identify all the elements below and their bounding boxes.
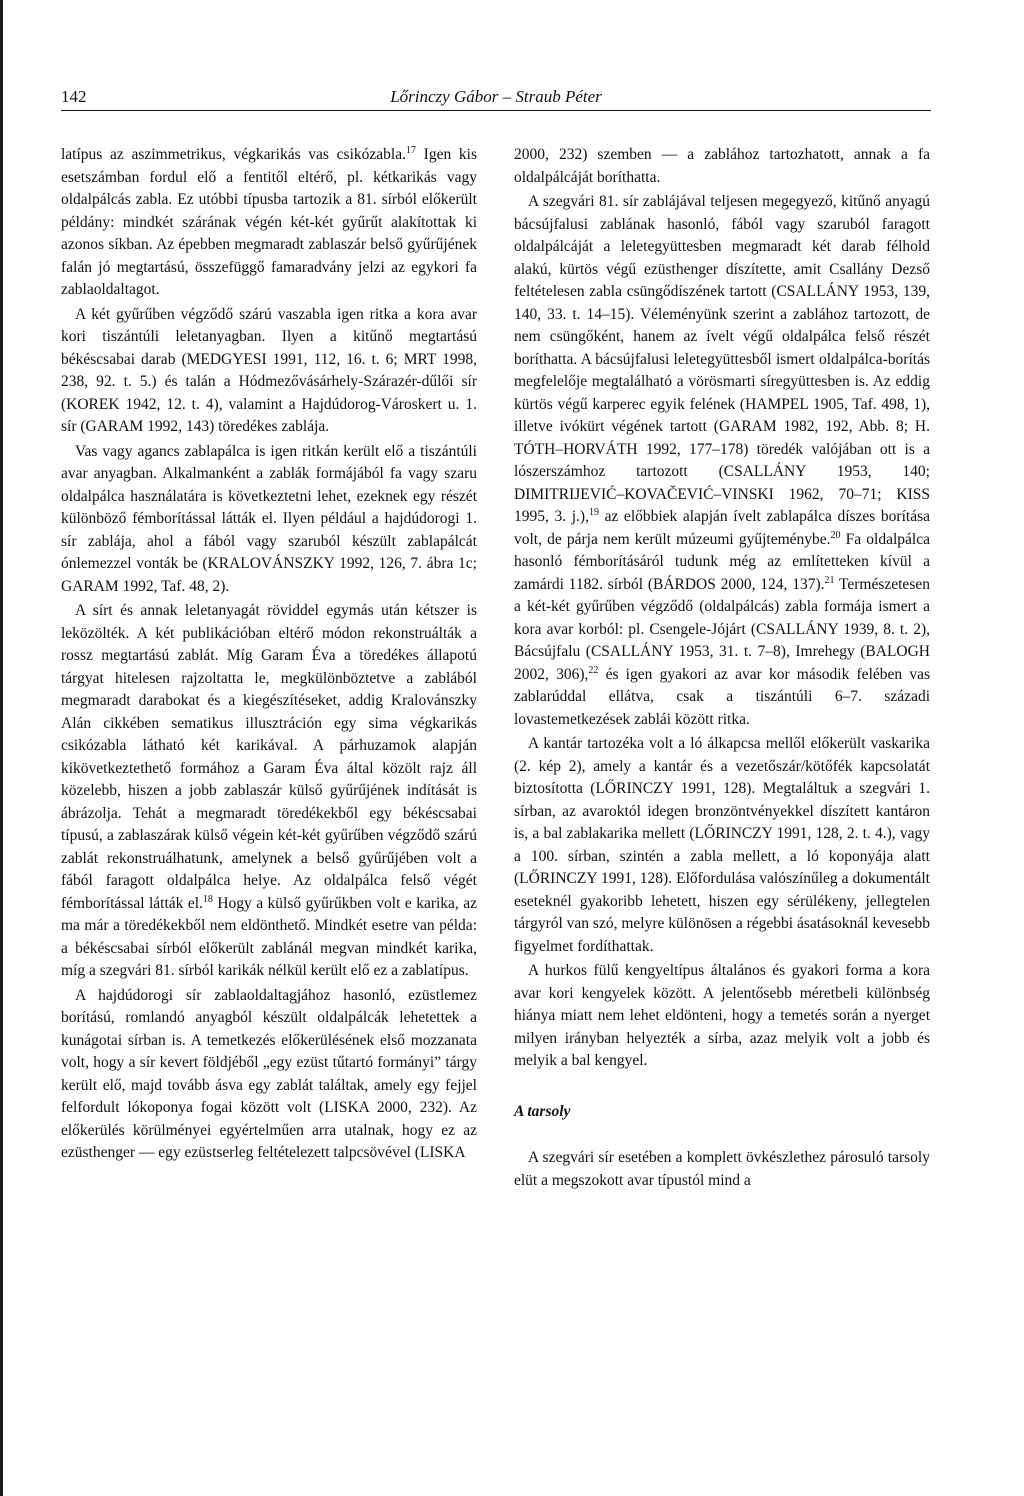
text-run: Hogy a külső gyűrűkben volt e karika, az ma már a töredékekből nem eldönthető. Mindkét esetre van példa: a békéscsabai sírból előkerült zablánál megvan mindkét karika, míg a szegvári 81. sírból karikák nélkül került elő ez a zablatípus. xyxy=(61,894,477,979)
page-header xyxy=(61,84,931,110)
footnote-ref: 18 xyxy=(202,893,213,905)
paragraph: 2000, 232) szemben — a zablához tartozhatott, annak a fa oldalpálcáját boríthatta. xyxy=(514,146,930,186)
paragraph xyxy=(61,144,477,302)
paragraph: A hurkos fülű kengyeltípus általános és gyakori forma a kora avar kori kengyelek között. A jelentősebb méretbeli különbség hiánya miatt nem lehet eldönteni, hogy a temetés során a nyerget milyen irányban helyezték a sírba, azaz melyik volt a jobb és melyik a bal kengyel. xyxy=(514,962,930,1069)
text-run: latípus az aszimmetrikus, végkarikás vas csikózabla. xyxy=(61,146,406,163)
paragraph: Vas vagy agancs zablapálca is igen ritkán került elő a tiszántúli avar anyagban. Alkalmanként a zablák formájából fa vagy szaru oldalpálca használatára is következtetni lehet, ezeknek egy részét különböző fémborítással látták el. Ilyen például a hajdúdorogi 1. sír zablája, ahol a fából vagy szaruból készült zablapálcát ónlemezzel vonták be (KRALOVÁNSZKY 1992, 126, 7. ábra 1c; GARAM 1992, Taf. 48, 2). xyxy=(61,442,477,595)
paragraph: A hajdúdorogi sír zablaoldaltagjához hasonló, ezüstlemez borítású, romlandó anyagból készült oldalpálcák lehetettek a kunágotai sírban is. A temetkezés előkerülésének első mozzanata volt, hogy a sír kevert földjéből „egy ezüst tűtartó formányi” tárgy került elő, majd tovább ásva egy zablát találtak, amely egy fejjel felfordult lókoponya fogai között volt (LISKA 2000, 232). Az előkerülés körülményei egyértelműen arra utalnak, hogy ez az ezüsthenger — egy ezüstserleg feltételezett talpcsövével (LISKA xyxy=(61,986,477,1161)
footnote-ref: 20 xyxy=(830,529,841,541)
footnote-ref: 22 xyxy=(588,664,599,676)
left-column xyxy=(61,144,477,1165)
section-heading: A tarsoly xyxy=(514,1102,571,1120)
text-run: az előbbiek alapján ívelt zablapálca díszes borítása volt, de párja nem került múzeumi gyűjteménybe. xyxy=(514,508,930,548)
paragraph: A két gyűrűben végződő szárú vaszabla igen ritka a kora avar kori tiszántúli leletanyagban. Ilyen a kitűnő megtartású békéscsabai darab (MEDGYESI 1991, 112, 16. t. 6; MRT 1998, 238, 92. t. 5.) és talán a Hódmezővásárhely-Szárazér-dűlői sír (KOREK 1942, 12. t. 4), valamint a Hajdúdorog-Városkert u. 1. sír (GARAM 1992, 143) töredékes zablája. xyxy=(61,305,477,435)
paragraph: A szegvári sír esetében a komplett övkészlethez párosuló tarsoly elüt a megszokott avar típustól mind a xyxy=(514,1149,930,1189)
running-title: Lőrinczy Gábor – Straub Péter xyxy=(390,87,602,106)
text-run: A sírt és annak leletanyagát röviddel egymás után kétszer is leközölték. A két publikációban eltérő módon rekonstruálták a rossz megtartású zablát. Míg Garam Éva a töredékes állapotú tárgyat hitelesen rajzoltatta le, megkülönböztetve a zablából megmaradt darabokat és a kiegészítéseket, addig Kralovánszky Alán cikkében sematikus illusztráción egy sima végkarikás csikózabla látható két karikával. A párhuzamok alapján kikövetkeztethető formához a Garam Éva által közölt rajz áll közelebb, hiszen a jobb zablaszár külső gyűrűjének indítását is ábrázolja. Tehát a megmaradt töredékekből egy békéscsabai típusú, a zablaszárak külső végein két-két gyűrűben végződő szárú zablát rekonstruálhatunk, amelynek a belső gyűrűjében volt a fából faragott oldalpálca helye. Az oldalpálca felső végét fémborítással látták el. xyxy=(61,602,477,912)
text-run: és igen gyakori az avar kor második felében vas zablarúddal ellátva, csak a tiszántúli 6–7. századi lovastemetkezések zablái között ritka. xyxy=(514,665,930,728)
right-column xyxy=(514,144,930,1192)
paragraph: A kantár tartozéka volt a ló álkapcsa mellől előkerült vaskarika (2. kép 2), amely a kantár és a vezetőszár/kötőfék kapcsolatát biztosította (LŐRINCZY 1991, 128). Megtaláltuk a szegvári 1. sírban, az avaroktól idegen bronzöntvényekkel díszített kantáron is, a bal zablakarika mellett (LŐRINCZY 1991, 128, 2. t. 4.), vagy a 100. sírban, szintén a zabla mellett, a ló koponyája alatt (LŐRINCZY 1991, 128). Előfordulása valószínűleg a dokumentált eseteknél gyakoribb lehetett, hiszen egy sérülékeny, jellegtelen tárgyról van szó, melyre különösen a régebbi ásatásoknál kevesebb figyelmet fordíthattak. xyxy=(514,735,930,955)
page-number: 142 xyxy=(61,87,87,106)
footnote-ref: 17 xyxy=(405,145,416,156)
text-run: Igen kis esetszámban fordul elő a fentitől eltérő, pl. kétkarikás vagy oldalpálcás zabla. Ez utóbbi típusba tartozik a 81. sírból előkerült példány: mindkét szárának végén két-két gyűrűt alakítottak ki azonos síkban. Az épebben megmaradt zablaszár belső gyűrűjének falán jó megtartású, összefüggő famaradvány jelzi az egykori fa zablaoldaltagot. xyxy=(61,146,478,298)
text-run: A szegvári 81. sír zablájával teljesen megegyező, kitűnő anyagú bácsújfalusi zablának hasonló, fából vagy szaruból faragott oldalpálcáját a leletegyüttesben megmaradt két darab félhold alakú, kürtös végű ezüsthenger díszítette, amit Csallány Dezső feltételesen zabla csüngődíszének tartott (CSALLÁNY 1953, 139, 140, 33. t. 14–15). Véleményünk szerint a zablához tartozott, de nem csüngőként, hanem az ívelt végű oldalpálca felső részét boríthatta. A bácsújfalusi leletegyüttesből ismert oldalpálca-borítás megfelelője megtalálható a vörösmarti síregyüttesben is. Az eddig kürtös végű karperec egyik felének (HAMPEL 1905, Taf. 498, 1), illetve ivókürt végének tartott (GARAM 1982, 192, Abb. 8; H. TÓTH–HORVÁTH 1992, 177–178) töredék valójában ott is a lószerszámhoz tartozott (CSALLÁNY 1953, 140; DIMITRIJEVIĆ–KOVAČEVIĆ–VINSKI 1962, 70–71; KISS 1995, 3. j.), xyxy=(514,193,930,525)
footnote-ref: 21 xyxy=(824,574,835,586)
text-run: Fa oldalpálca hasonló fémborításáról tudunk még az említetteken kívül a zamárdi 1182. sírból (BÁRDOS 2000, 124, 137). xyxy=(514,530,930,593)
header-rule xyxy=(61,110,931,111)
paragraph xyxy=(514,191,930,731)
scan-edge xyxy=(0,0,3,1496)
paragraph xyxy=(61,600,477,983)
text-run: Természetesen a két-két gyűrűben végződő (oldalpálcás) zabla formája ismert a kora avar korból: pl. Csengele-Jójárt (CSALLÁNY 1939, 8. t. 2), Bácsújfalu (CSALLÁNY 1953, 31. t. 7–8), Imrehegy (BALOGH 2002, 306), xyxy=(514,575,930,683)
footnote-ref: 19 xyxy=(588,507,599,518)
